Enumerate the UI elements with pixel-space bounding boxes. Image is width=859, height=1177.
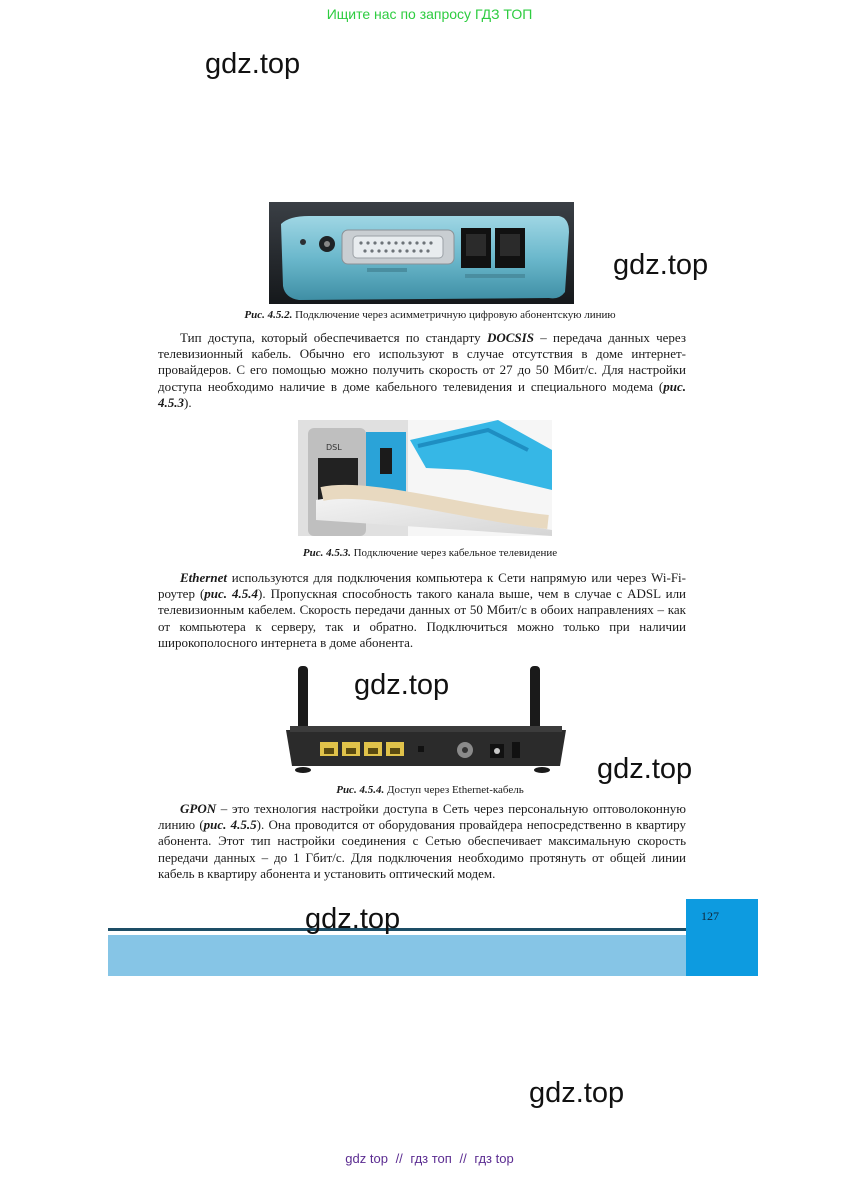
footer-link[interactable]: гдз top [474,1151,514,1166]
paragraph-docsis [158,330,686,411]
svg-text:DSL: DSL [326,443,342,452]
paragraph-ethernet [158,570,686,651]
watermark: gdz.top [613,249,709,281]
watermark: gdz.top [354,669,450,701]
watermark: gdz.top [305,903,401,935]
watermark: gdz.top [205,48,301,80]
figure-caption [150,784,710,796]
text: ). Она проводится от оборудования провайдера непосредственно в квартиру абонента. Этот тип настройки соединения с Сетью обеспечивает максимальную скорость передачи данных – до 1 Гбит/с. Для подключения необходимо протянуть от общей линии кабель в квартиру абонента и установить оптический модем. [158,817,686,881]
text: – передача данных через телевизионный кабель. Обычно его используют в случае отсутствия в доме интернет-провайдеров. С его помощью можно получить скорость от 27 до 50 Мбит/с. Для настройки доступа необходимо наличие в доме кабельного телевидения и специального модема ( [158,330,686,394]
term: Ethernet [180,570,227,585]
text: ). [184,394,192,410]
figure-label: Рис. 4.5.4. [336,784,385,796]
figure-reference: рис. 4.5.4 [204,586,259,602]
footer-separator: // [459,1151,467,1166]
page-number: 127 [701,909,719,923]
footer-band [108,935,686,976]
search-banner[interactable]: Ищите нас по запросу ГДЗ ТОП [326,6,533,22]
footer-link[interactable]: гдз топ [410,1151,452,1166]
figure-caption [150,547,710,559]
text: Тип доступа, который обеспечивается по стандарту [180,330,487,345]
adsl-modem-photo [269,202,574,304]
footer-separator: // [395,1151,403,1166]
text: – это технология настройки доступа в Сеть через персональную оптоволоконную линию ( [158,801,686,833]
figure-reference: рис. 4.5.3 [158,378,686,410]
figure-label: Рис. 4.5.3. [302,547,351,559]
figure-caption [150,309,710,321]
figure-caption-text: Подключение через асимметричную цифровую абонентскую линию [292,309,616,321]
term: GPON [180,801,217,816]
footer-link[interactable]: gdz top [345,1151,388,1166]
page-number-tab [686,899,758,976]
figure-caption-text: Подключение через кабельное телевидение [350,547,558,559]
figure-caption-text: Доступ через Ethernet-кабель [384,784,524,796]
watermark: gdz.top [529,1077,625,1109]
footer-links [0,1151,859,1166]
figure-label: Рис. 4.5.2. [244,309,293,321]
figure-reference: рис. 4.5.5 [203,817,257,833]
watermark: gdz.top [597,753,693,785]
text: ). Пропускная способность такого канала выше, чем в случае с ADSL или телевизионным кабелем. Скорость передачи данных от 50 Мбит/с в обоих направлениях – как от компьютера к серверу, так и обратно. Подключиться можно только при наличии широкополосного интернета в доме абонента. [158,586,687,650]
cable-tv-photo [298,420,552,536]
text: используются для подключения компьютера к Сети напрямую или через Wi-Fi-роутер ( [158,570,686,602]
paragraph-gpon [158,801,686,882]
term: DOCSIS [486,330,534,345]
